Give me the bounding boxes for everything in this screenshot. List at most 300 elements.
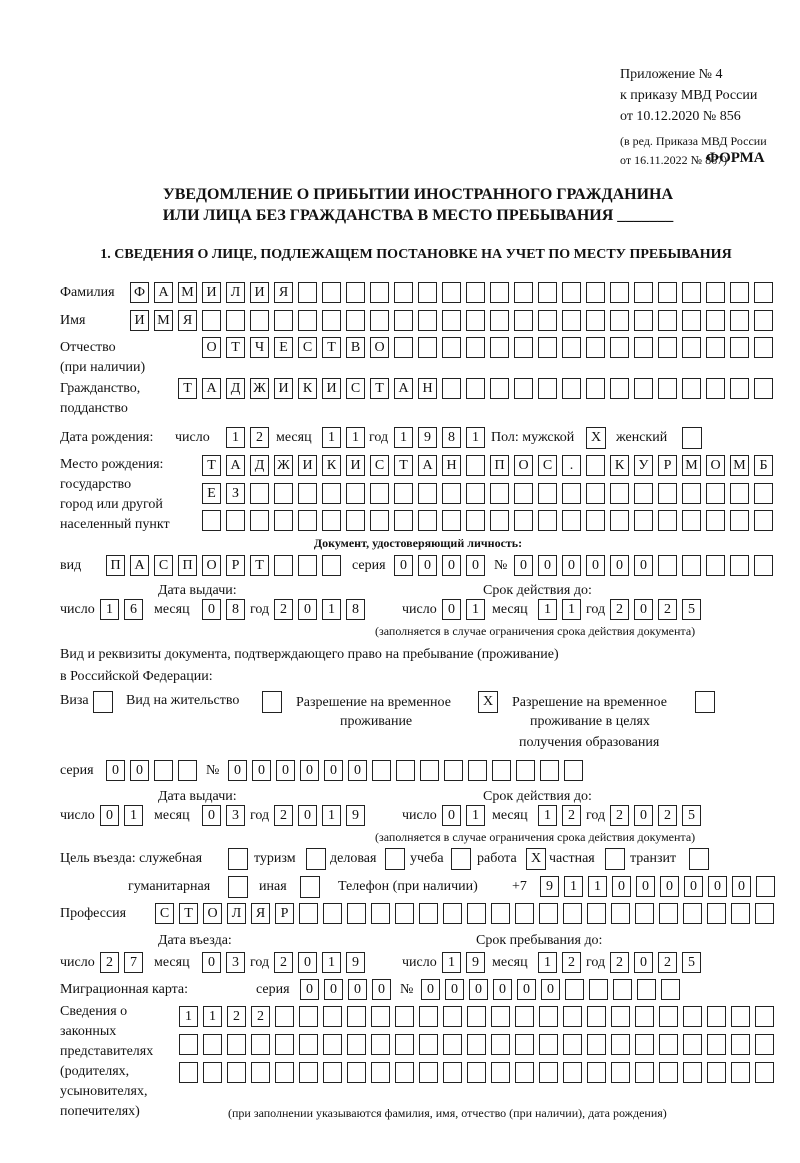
char-box[interactable]: Т	[226, 337, 245, 358]
char-box[interactable]: И	[298, 455, 317, 476]
char-box[interactable]: 0	[324, 979, 343, 1000]
char-box[interactable]	[658, 337, 677, 358]
char-box[interactable]	[731, 903, 750, 924]
char-box[interactable]: Т	[322, 337, 341, 358]
char-box[interactable]: А	[418, 455, 437, 476]
char-box[interactable]	[466, 310, 485, 331]
char-box[interactable]	[371, 903, 390, 924]
char-box[interactable]: 2	[562, 805, 581, 826]
char-box[interactable]	[322, 483, 341, 504]
char-box[interactable]	[731, 1006, 750, 1027]
char-box[interactable]: С	[155, 903, 174, 924]
char-box[interactable]	[442, 337, 461, 358]
char-box[interactable]: 0	[538, 555, 557, 576]
char-box[interactable]: М	[730, 455, 749, 476]
char-box[interactable]	[443, 1006, 462, 1027]
char-box[interactable]: 0	[394, 555, 413, 576]
char-box[interactable]	[370, 510, 389, 531]
char-box[interactable]: 0	[300, 979, 319, 1000]
char-box[interactable]	[635, 903, 654, 924]
char-box[interactable]: 8	[346, 599, 365, 620]
char-box[interactable]	[394, 337, 413, 358]
char-box[interactable]	[370, 310, 389, 331]
char-box[interactable]	[730, 510, 749, 531]
char-box[interactable]: 1	[203, 1006, 222, 1027]
char-box[interactable]	[179, 1062, 198, 1083]
char-box[interactable]	[250, 483, 269, 504]
char-box[interactable]: 0	[348, 979, 367, 1000]
char-box[interactable]: 1	[538, 599, 557, 620]
char-box[interactable]	[658, 510, 677, 531]
char-box[interactable]	[754, 282, 773, 303]
char-box[interactable]: .	[562, 455, 581, 476]
char-box[interactable]: 2	[610, 952, 629, 973]
char-box[interactable]: В	[346, 337, 365, 358]
char-box[interactable]	[611, 903, 630, 924]
char-box[interactable]: 1	[466, 805, 485, 826]
char-box[interactable]	[154, 760, 173, 781]
char-box[interactable]	[395, 1006, 414, 1027]
char-box[interactable]	[634, 310, 653, 331]
char-box[interactable]: И	[250, 282, 269, 303]
char-box[interactable]	[178, 760, 197, 781]
char-box[interactable]	[467, 1006, 486, 1027]
char-box[interactable]: 3	[226, 952, 245, 973]
char-box[interactable]: 9	[466, 952, 485, 973]
char-box[interactable]: 0	[634, 555, 653, 576]
char-box[interactable]: 1	[346, 427, 365, 448]
char-box[interactable]	[203, 1034, 222, 1055]
char-box[interactable]: Я	[274, 282, 293, 303]
char-box[interactable]	[706, 310, 725, 331]
char-box[interactable]: 0	[298, 805, 317, 826]
char-box[interactable]	[514, 337, 533, 358]
char-box[interactable]	[538, 483, 557, 504]
char-box[interactable]	[491, 1062, 510, 1083]
char-box[interactable]	[610, 337, 629, 358]
char-box[interactable]	[298, 282, 317, 303]
char-box[interactable]: Т	[178, 378, 197, 399]
char-box[interactable]: О	[370, 337, 389, 358]
char-box[interactable]: 2	[274, 805, 293, 826]
char-box[interactable]	[611, 1034, 630, 1055]
char-box[interactable]: Т	[179, 903, 198, 924]
char-box[interactable]: И	[346, 455, 365, 476]
char-box[interactable]	[516, 760, 535, 781]
char-box[interactable]: 0	[442, 599, 461, 620]
char-box[interactable]: Л	[226, 282, 245, 303]
char-box[interactable]	[394, 282, 413, 303]
char-box[interactable]	[467, 1034, 486, 1055]
char-box[interactable]	[443, 1034, 462, 1055]
char-box[interactable]	[707, 1034, 726, 1055]
purpose-official-checkbox[interactable]	[228, 848, 248, 870]
char-box[interactable]	[682, 510, 701, 531]
char-box[interactable]: И	[202, 282, 221, 303]
char-box[interactable]: 1	[322, 952, 341, 973]
char-box[interactable]: 0	[442, 555, 461, 576]
char-box[interactable]	[587, 1034, 606, 1055]
char-box[interactable]: Ж	[274, 455, 293, 476]
char-box[interactable]: А	[154, 282, 173, 303]
char-box[interactable]: Л	[227, 903, 246, 924]
char-box[interactable]	[563, 1034, 582, 1055]
char-box[interactable]: 1	[322, 427, 341, 448]
char-box[interactable]	[442, 510, 461, 531]
char-box[interactable]	[468, 760, 487, 781]
char-box[interactable]: Т	[370, 378, 389, 399]
char-box[interactable]	[490, 510, 509, 531]
char-box[interactable]: 0	[634, 599, 653, 620]
char-box[interactable]	[514, 378, 533, 399]
char-box[interactable]: 5	[682, 952, 701, 973]
char-box[interactable]	[562, 510, 581, 531]
char-box[interactable]	[514, 510, 533, 531]
char-box[interactable]	[466, 483, 485, 504]
char-box[interactable]	[754, 510, 773, 531]
char-box[interactable]: 0	[324, 760, 343, 781]
char-box[interactable]	[562, 337, 581, 358]
char-box[interactable]: 0	[517, 979, 536, 1000]
char-box[interactable]	[179, 1034, 198, 1055]
char-box[interactable]: З	[226, 483, 245, 504]
char-box[interactable]	[659, 1062, 678, 1083]
char-box[interactable]	[370, 282, 389, 303]
char-box[interactable]	[490, 483, 509, 504]
char-box[interactable]: 2	[251, 1006, 270, 1027]
char-box[interactable]	[275, 1062, 294, 1083]
char-box[interactable]	[442, 310, 461, 331]
char-box[interactable]	[707, 1006, 726, 1027]
char-box[interactable]: И	[274, 378, 293, 399]
char-box[interactable]	[754, 378, 773, 399]
char-box[interactable]: 2	[250, 427, 269, 448]
char-box[interactable]	[754, 310, 773, 331]
char-box[interactable]	[322, 510, 341, 531]
char-box[interactable]: 2	[610, 805, 629, 826]
char-box[interactable]	[442, 378, 461, 399]
char-box[interactable]	[731, 1062, 750, 1083]
char-box[interactable]	[419, 1062, 438, 1083]
char-box[interactable]	[659, 1034, 678, 1055]
char-box[interactable]	[491, 1006, 510, 1027]
char-box[interactable]	[515, 903, 534, 924]
char-box[interactable]	[444, 760, 463, 781]
char-box[interactable]	[466, 282, 485, 303]
char-box[interactable]: Р	[275, 903, 294, 924]
char-box[interactable]	[562, 310, 581, 331]
char-box[interactable]	[538, 310, 557, 331]
char-box[interactable]	[658, 555, 677, 576]
char-box[interactable]	[658, 310, 677, 331]
char-box[interactable]	[730, 483, 749, 504]
char-box[interactable]: 3	[226, 805, 245, 826]
char-box[interactable]	[347, 1006, 366, 1027]
char-box[interactable]: 0	[348, 760, 367, 781]
char-box[interactable]: 1	[179, 1006, 198, 1027]
char-box[interactable]: Я	[178, 310, 197, 331]
char-box[interactable]	[395, 1034, 414, 1055]
char-box[interactable]	[442, 483, 461, 504]
char-box[interactable]: К	[610, 455, 629, 476]
char-box[interactable]	[226, 310, 245, 331]
char-box[interactable]: 0	[541, 979, 560, 1000]
char-box[interactable]	[466, 510, 485, 531]
char-box[interactable]: 5	[682, 599, 701, 620]
char-box[interactable]: 0	[660, 876, 679, 897]
char-box[interactable]: Т	[250, 555, 269, 576]
char-box[interactable]	[586, 310, 605, 331]
char-box[interactable]	[394, 510, 413, 531]
char-box[interactable]: 6	[124, 599, 143, 620]
char-box[interactable]: 0	[418, 555, 437, 576]
char-box[interactable]: 0	[562, 555, 581, 576]
char-box[interactable]: Н	[442, 455, 461, 476]
char-box[interactable]	[682, 282, 701, 303]
char-box[interactable]: М	[154, 310, 173, 331]
char-box[interactable]	[754, 337, 773, 358]
char-box[interactable]	[610, 510, 629, 531]
char-box[interactable]	[683, 903, 702, 924]
char-box[interactable]: 0	[514, 555, 533, 576]
char-box[interactable]	[706, 378, 725, 399]
char-box[interactable]: 0	[466, 555, 485, 576]
char-box[interactable]: 0	[106, 760, 125, 781]
char-box[interactable]: Р	[226, 555, 245, 576]
char-box[interactable]: 0	[421, 979, 440, 1000]
char-box[interactable]	[587, 1062, 606, 1083]
char-box[interactable]	[346, 510, 365, 531]
char-box[interactable]	[275, 1006, 294, 1027]
char-box[interactable]: Ф	[130, 282, 149, 303]
char-box[interactable]	[467, 1062, 486, 1083]
char-box[interactable]: 0	[298, 599, 317, 620]
char-box[interactable]: 2	[658, 952, 677, 973]
char-box[interactable]: 0	[732, 876, 751, 897]
char-box[interactable]: И	[130, 310, 149, 331]
char-box[interactable]	[610, 483, 629, 504]
char-box[interactable]	[491, 1034, 510, 1055]
char-box[interactable]	[564, 760, 583, 781]
char-box[interactable]	[562, 378, 581, 399]
char-box[interactable]	[322, 282, 341, 303]
char-box[interactable]	[514, 310, 533, 331]
char-box[interactable]	[730, 282, 749, 303]
char-box[interactable]	[515, 1034, 534, 1055]
char-box[interactable]: 0	[130, 760, 149, 781]
char-box[interactable]: П	[178, 555, 197, 576]
char-box[interactable]	[250, 310, 269, 331]
char-box[interactable]	[563, 1062, 582, 1083]
char-box[interactable]: 2	[274, 599, 293, 620]
char-box[interactable]	[538, 378, 557, 399]
char-box[interactable]	[371, 1034, 390, 1055]
char-box[interactable]	[563, 903, 582, 924]
char-box[interactable]: 0	[202, 805, 221, 826]
char-box[interactable]: 2	[100, 952, 119, 973]
char-box[interactable]: 1	[394, 427, 413, 448]
char-box[interactable]: С	[538, 455, 557, 476]
char-box[interactable]	[754, 555, 773, 576]
char-box[interactable]: П	[490, 455, 509, 476]
char-box[interactable]	[538, 510, 557, 531]
purpose-tourism-checkbox[interactable]	[306, 848, 326, 870]
char-box[interactable]	[298, 310, 317, 331]
char-box[interactable]: Н	[418, 378, 437, 399]
char-box[interactable]	[539, 903, 558, 924]
char-box[interactable]	[394, 483, 413, 504]
char-box[interactable]	[347, 903, 366, 924]
char-box[interactable]	[299, 1034, 318, 1055]
char-box[interactable]	[658, 378, 677, 399]
trp-checkbox[interactable]: X	[478, 691, 498, 713]
purpose-study-checkbox[interactable]	[451, 848, 471, 870]
char-box[interactable]	[346, 282, 365, 303]
char-box[interactable]: Ч	[250, 337, 269, 358]
char-box[interactable]: 9	[418, 427, 437, 448]
char-box[interactable]	[418, 483, 437, 504]
char-box[interactable]	[610, 378, 629, 399]
char-box[interactable]	[586, 282, 605, 303]
char-box[interactable]: 7	[124, 952, 143, 973]
char-box[interactable]: А	[130, 555, 149, 576]
char-box[interactable]	[419, 1006, 438, 1027]
char-box[interactable]	[706, 337, 725, 358]
char-box[interactable]: 0	[252, 760, 271, 781]
char-box[interactable]: К	[298, 378, 317, 399]
char-box[interactable]	[346, 483, 365, 504]
char-box[interactable]	[683, 1034, 702, 1055]
char-box[interactable]	[565, 979, 584, 1000]
char-box[interactable]: А	[394, 378, 413, 399]
char-box[interactable]	[610, 310, 629, 331]
char-box[interactable]	[539, 1034, 558, 1055]
char-box[interactable]	[706, 282, 725, 303]
char-box[interactable]: С	[370, 455, 389, 476]
char-box[interactable]	[682, 378, 701, 399]
char-box[interactable]	[466, 378, 485, 399]
char-box[interactable]	[418, 310, 437, 331]
char-box[interactable]: 1	[466, 599, 485, 620]
char-box[interactable]: Ж	[250, 378, 269, 399]
char-box[interactable]	[275, 1034, 294, 1055]
char-box[interactable]: 2	[562, 952, 581, 973]
char-box[interactable]: 8	[226, 599, 245, 620]
char-box[interactable]	[274, 310, 293, 331]
char-box[interactable]	[371, 1062, 390, 1083]
char-box[interactable]: 0	[634, 952, 653, 973]
char-box[interactable]	[418, 510, 437, 531]
char-box[interactable]: 1	[442, 952, 461, 973]
char-box[interactable]	[298, 483, 317, 504]
char-box[interactable]: М	[682, 455, 701, 476]
char-box[interactable]	[467, 903, 486, 924]
char-box[interactable]	[251, 1034, 270, 1055]
char-box[interactable]	[299, 903, 318, 924]
char-box[interactable]	[707, 1062, 726, 1083]
char-box[interactable]	[298, 555, 317, 576]
char-box[interactable]	[658, 483, 677, 504]
char-box[interactable]: 1	[538, 805, 557, 826]
char-box[interactable]	[514, 282, 533, 303]
char-box[interactable]: С	[346, 378, 365, 399]
char-box[interactable]: 2	[610, 599, 629, 620]
char-box[interactable]: 0	[202, 599, 221, 620]
char-box[interactable]	[370, 483, 389, 504]
char-box[interactable]: И	[322, 378, 341, 399]
char-box[interactable]	[658, 282, 677, 303]
purpose-humanitarian-checkbox[interactable]	[228, 876, 248, 898]
char-box[interactable]	[323, 1006, 342, 1027]
char-box[interactable]	[587, 903, 606, 924]
char-box[interactable]: А	[226, 455, 245, 476]
purpose-private-checkbox[interactable]	[605, 848, 625, 870]
char-box[interactable]: 2	[658, 599, 677, 620]
char-box[interactable]	[466, 455, 485, 476]
char-box[interactable]: 1	[226, 427, 245, 448]
char-box[interactable]: Е	[202, 483, 221, 504]
char-box[interactable]	[539, 1062, 558, 1083]
char-box[interactable]	[661, 979, 680, 1000]
char-box[interactable]	[538, 337, 557, 358]
char-box[interactable]: 1	[124, 805, 143, 826]
char-box[interactable]	[682, 555, 701, 576]
char-box[interactable]: 0	[300, 760, 319, 781]
char-box[interactable]	[491, 903, 510, 924]
char-box[interactable]	[418, 282, 437, 303]
char-box[interactable]	[323, 903, 342, 924]
char-box[interactable]	[540, 760, 559, 781]
char-box[interactable]: С	[154, 555, 173, 576]
char-box[interactable]	[322, 555, 341, 576]
char-box[interactable]: 0	[610, 555, 629, 576]
char-box[interactable]	[635, 1062, 654, 1083]
char-box[interactable]	[755, 1006, 774, 1027]
char-box[interactable]	[395, 1062, 414, 1083]
char-box[interactable]	[419, 903, 438, 924]
char-box[interactable]: У	[634, 455, 653, 476]
char-box[interactable]	[371, 1006, 390, 1027]
char-box[interactable]	[419, 1034, 438, 1055]
char-box[interactable]	[443, 903, 462, 924]
char-box[interactable]	[492, 760, 511, 781]
purpose-other-checkbox[interactable]	[300, 876, 320, 898]
char-box[interactable]	[538, 282, 557, 303]
char-box[interactable]	[274, 555, 293, 576]
char-box[interactable]	[587, 1006, 606, 1027]
char-box[interactable]	[490, 310, 509, 331]
char-box[interactable]: П	[106, 555, 125, 576]
purpose-work-checkbox[interactable]: X	[526, 848, 546, 870]
char-box[interactable]: Я	[251, 903, 270, 924]
char-box[interactable]	[635, 1034, 654, 1055]
char-box[interactable]: 1	[100, 599, 119, 620]
char-box[interactable]	[443, 1062, 462, 1083]
char-box[interactable]: 0	[202, 952, 221, 973]
char-box[interactable]	[323, 1062, 342, 1083]
char-box[interactable]: 0	[636, 876, 655, 897]
char-box[interactable]	[490, 282, 509, 303]
char-box[interactable]	[251, 1062, 270, 1083]
char-box[interactable]	[586, 378, 605, 399]
char-box[interactable]: 1	[564, 876, 583, 897]
char-box[interactable]	[755, 1062, 774, 1083]
female-checkbox[interactable]	[682, 427, 702, 449]
char-box[interactable]: 0	[276, 760, 295, 781]
char-box[interactable]	[730, 378, 749, 399]
char-box[interactable]	[637, 979, 656, 1000]
char-box[interactable]: 0	[586, 555, 605, 576]
